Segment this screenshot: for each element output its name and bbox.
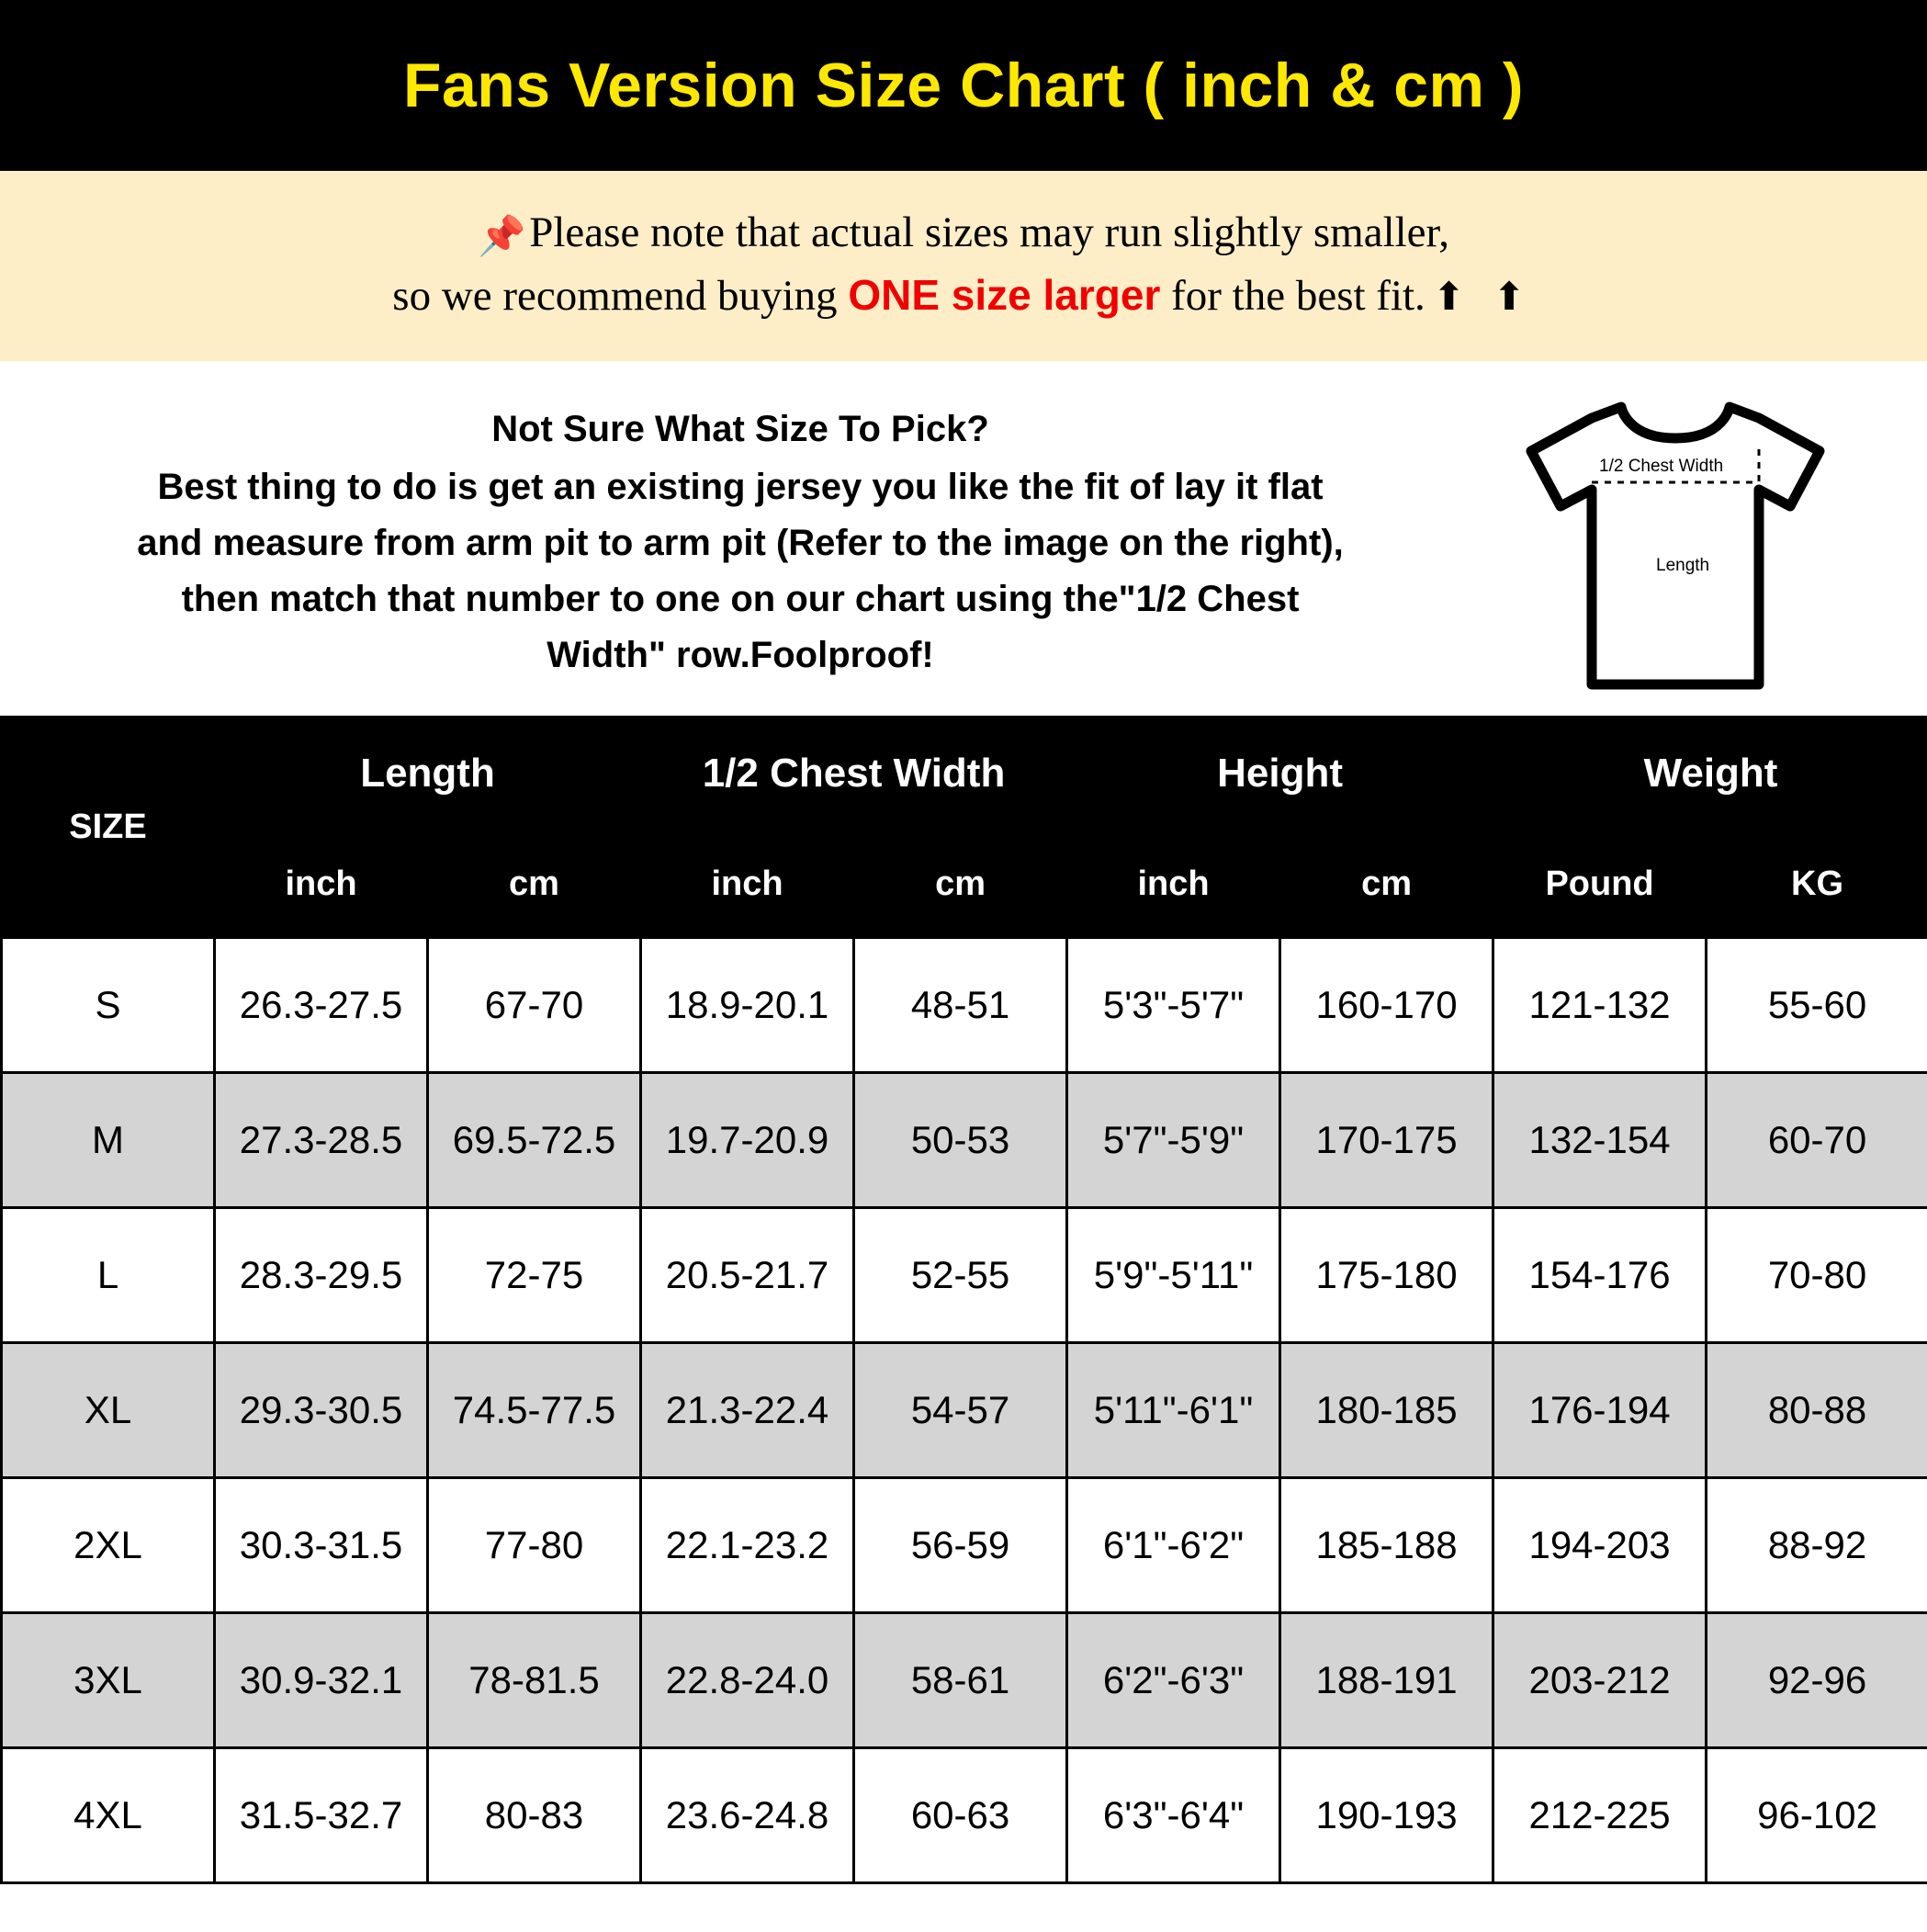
cell-chest-inch: 21.3-22.4 (641, 1343, 854, 1478)
cell-chest-cm: 56-59 (854, 1478, 1067, 1613)
table-row (2, 1748, 1927, 1883)
table-body (2, 938, 1927, 1883)
advice-text (0, 381, 1477, 706)
cell-height-cm: 188-191 (1280, 1613, 1493, 1748)
cell-length-inch: 29.3-30.5 (215, 1343, 428, 1478)
table-row (2, 938, 1927, 1073)
cell-length-inch: 27.3-28.5 (215, 1073, 428, 1208)
size-chart-table (0, 716, 1927, 1884)
arrow-up-icon: ⬆ ⬆ (1432, 276, 1535, 319)
note-line-2 (18, 266, 1909, 327)
cell-height-inch: 6'3"-6'4" (1067, 1748, 1280, 1883)
table-row (2, 1208, 1927, 1343)
cell-length-cm: 72-75 (428, 1208, 641, 1343)
cell-weight-kg: 80-88 (1707, 1343, 1927, 1478)
cell-weight-pound: 121-132 (1493, 938, 1707, 1073)
header-chest-inch: inch (641, 830, 854, 938)
advice-line-3: then match that number to one on our chart using the"1/2 Chest (181, 578, 1300, 619)
cell-chest-cm: 54-57 (854, 1343, 1067, 1478)
cell-length-cm: 78-81.5 (428, 1613, 641, 1748)
cell-size: L (2, 1208, 215, 1343)
cell-size: 2XL (2, 1478, 215, 1613)
cell-length-cm: 74.5-77.5 (428, 1343, 641, 1478)
note-line-2-prefix: so we recommend buying (392, 271, 849, 320)
advice-section (0, 361, 1927, 716)
table-row (2, 1478, 1927, 1613)
cell-size: 4XL (2, 1748, 215, 1883)
cell-weight-kg: 96-102 (1707, 1748, 1927, 1883)
cell-height-cm: 160-170 (1280, 938, 1493, 1073)
note-banner (0, 171, 1927, 361)
cell-weight-pound: 176-194 (1493, 1343, 1707, 1478)
cell-chest-inch: 19.7-20.9 (641, 1073, 854, 1208)
cell-weight-pound: 132-154 (1493, 1073, 1707, 1208)
cell-height-inch: 5'3"-5'7" (1067, 938, 1280, 1073)
cell-chest-cm: 60-63 (854, 1748, 1067, 1883)
cell-chest-inch: 22.1-23.2 (641, 1478, 854, 1613)
title-bar (0, 0, 1927, 171)
cell-height-cm: 175-180 (1280, 1208, 1493, 1343)
header-height-cm: cm (1280, 830, 1493, 938)
cell-chest-cm: 48-51 (854, 938, 1067, 1073)
cell-height-inch: 5'7"-5'9" (1067, 1073, 1280, 1208)
header-height-inch: inch (1067, 830, 1280, 938)
table-head (2, 717, 1927, 938)
header-weight-kg: KG (1707, 830, 1927, 938)
cell-size: 3XL (2, 1613, 215, 1748)
cell-weight-kg: 60-70 (1707, 1073, 1927, 1208)
pushpin-icon: 📌 (477, 216, 526, 258)
page-title: Fans Version Size Chart ( inch & cm ) (402, 51, 1525, 120)
cell-weight-kg: 55-60 (1707, 938, 1927, 1073)
cell-size: XL (2, 1343, 215, 1478)
cell-height-cm: 180-185 (1280, 1343, 1493, 1478)
table-row (2, 1613, 1927, 1748)
table-row (2, 1343, 1927, 1478)
cell-length-inch: 26.3-27.5 (215, 938, 428, 1073)
table-unit-header-row (2, 830, 1927, 938)
cell-height-cm: 185-188 (1280, 1478, 1493, 1613)
cell-height-cm: 170-175 (1280, 1073, 1493, 1208)
header-length-inch: inch (215, 830, 428, 938)
advice-heading: Not Sure What Size To Pick? (491, 409, 989, 450)
note-line-2-suffix: for the best fit. (1160, 271, 1426, 320)
cell-chest-inch: 20.5-21.7 (641, 1208, 854, 1343)
cell-weight-kg: 70-80 (1707, 1208, 1927, 1343)
note-line-1 (18, 202, 1909, 266)
cell-chest-cm: 58-61 (854, 1613, 1067, 1748)
cell-height-inch: 6'2"-6'3" (1067, 1613, 1280, 1748)
cell-height-inch: 6'1"-6'2" (1067, 1478, 1280, 1613)
cell-length-cm: 77-80 (428, 1478, 641, 1613)
advice-line-2: and measure from arm pit to arm pit (Refer to the image on the right), (137, 522, 1344, 563)
advice-line-4: Width" row.Foolproof! (547, 634, 934, 675)
header-chest-cm: cm (854, 830, 1067, 938)
cell-weight-pound: 212-225 (1493, 1748, 1707, 1883)
cell-weight-pound: 194-203 (1493, 1478, 1707, 1613)
cell-chest-inch: 18.9-20.1 (641, 938, 854, 1073)
cell-height-inch: 5'9"-5'11" (1067, 1208, 1280, 1343)
cell-height-cm: 190-193 (1280, 1748, 1493, 1883)
note-emphasis: ONE size larger (848, 270, 1161, 319)
cell-length-inch: 30.9-32.1 (215, 1613, 428, 1748)
cell-weight-kg: 88-92 (1707, 1478, 1927, 1613)
cell-weight-pound: 203-212 (1493, 1613, 1707, 1748)
table-row (2, 1073, 1927, 1208)
cell-chest-inch: 22.8-24.0 (641, 1613, 854, 1748)
note-line-1-text: Please note that actual sizes may run slightly smaller, (529, 209, 1450, 256)
cell-chest-cm: 50-53 (854, 1073, 1067, 1208)
header-group-weight: Weight (1493, 717, 1927, 830)
table-group-header-row (2, 717, 1927, 830)
tshirt-measurement-icon (1518, 394, 1831, 697)
cell-weight-pound: 154-176 (1493, 1208, 1707, 1343)
advice-line-1: Best thing to do is get an existing jersey you like the fit of lay it flat (157, 467, 1324, 508)
cell-length-inch: 31.5-32.7 (215, 1748, 428, 1883)
cell-height-inch: 5'11"-6'1" (1067, 1343, 1280, 1478)
chest-width-label: 1/2 Chest Width (1599, 457, 1724, 477)
cell-length-cm: 67-70 (428, 938, 641, 1073)
length-label: Length (1656, 556, 1710, 576)
header-length-cm: cm (428, 830, 641, 938)
header-group-chest-width: 1/2 Chest Width (641, 717, 1067, 830)
cell-length-cm: 80-83 (428, 1748, 641, 1883)
tshirt-diagram (1477, 381, 1927, 697)
header-group-length: Length (215, 717, 641, 830)
header-weight-pound: Pound (1493, 830, 1707, 938)
cell-size: M (2, 1073, 215, 1208)
cell-length-inch: 30.3-31.5 (215, 1478, 428, 1613)
cell-weight-kg: 92-96 (1707, 1613, 1927, 1748)
cell-chest-cm: 52-55 (854, 1208, 1067, 1343)
header-group-height: Height (1067, 717, 1493, 830)
header-size: SIZE (2, 717, 215, 938)
cell-chest-inch: 23.6-24.8 (641, 1748, 854, 1883)
cell-length-inch: 28.3-29.5 (215, 1208, 428, 1343)
cell-length-cm: 69.5-72.5 (428, 1073, 641, 1208)
cell-size: S (2, 938, 215, 1073)
